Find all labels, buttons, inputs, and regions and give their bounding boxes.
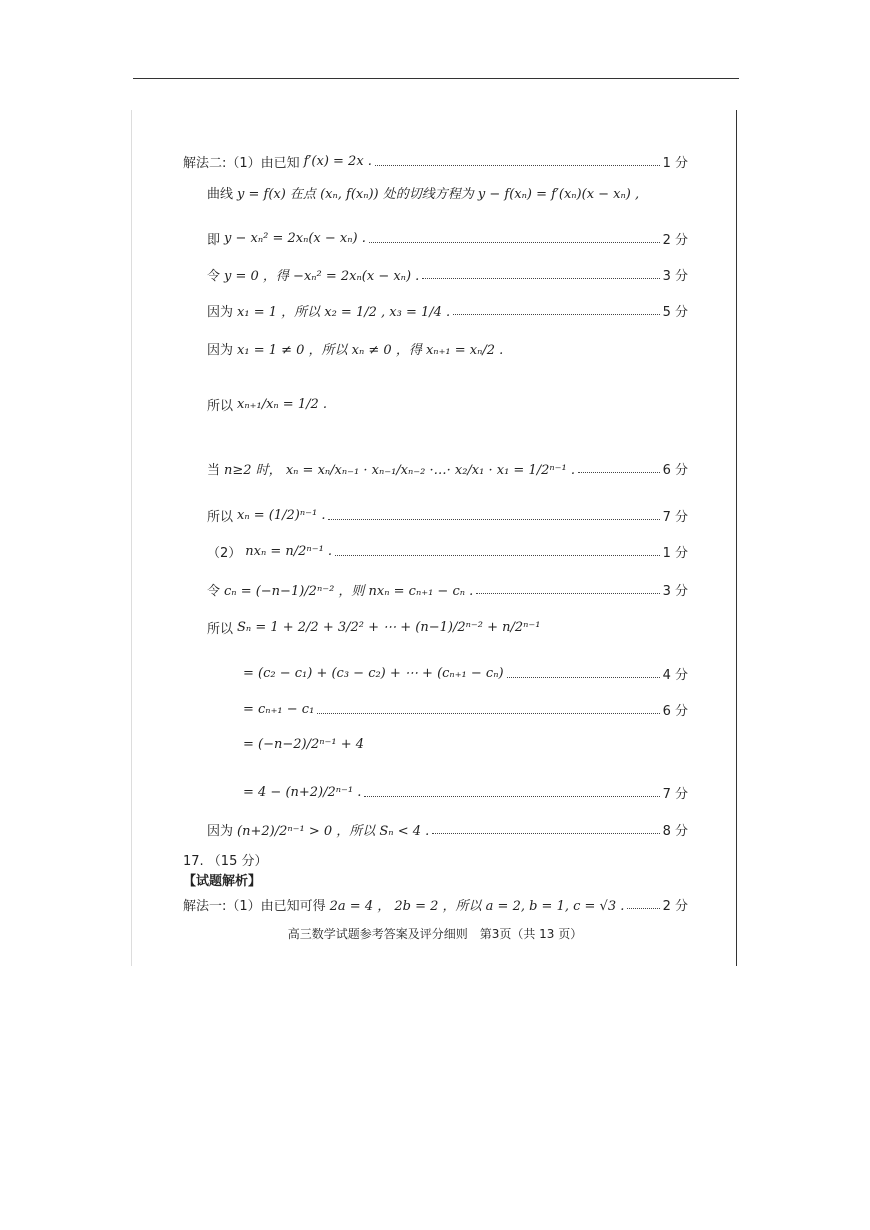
solution-line — [207, 339, 688, 358]
line-label: 因为 — [207, 824, 234, 839]
dot-leader — [317, 713, 659, 714]
dot-leader — [422, 278, 659, 279]
line-label: （2） — [207, 546, 242, 561]
dot-leader — [476, 593, 659, 594]
line-label: 令 — [207, 584, 221, 599]
score: 1 分 — [662, 546, 688, 561]
formula: nxₙ = n/2ⁿ⁻¹ . — [245, 544, 333, 559]
formula: Sₙ = 1 + 2/2 + 3/2² + ⋯ + (n−1)/2ⁿ⁻² + n/2ⁿ⁻¹ — [237, 620, 541, 635]
line-label: 解法一:（1）由已知可得 — [183, 899, 326, 914]
score: 7 分 — [662, 510, 688, 525]
line-label: 所以 — [207, 399, 234, 414]
formula: xₙ = (1/2)ⁿ⁻¹ . — [237, 508, 326, 523]
line-label: 即 — [207, 233, 221, 248]
formula: f′(x) = 2x . — [303, 154, 372, 169]
score: 4 分 — [662, 668, 688, 683]
formula: y = f(x) 在点 (xₙ, f(xₙ)) 处的切线方程为 y − f(xₙ) = f′(xₙ)(x − xₙ) , — [237, 187, 640, 202]
score: 2 分 — [662, 899, 688, 914]
formula: x₁ = 1 ，所以 x₂ = 1/2 , x₃ = 1/4 . — [237, 305, 451, 320]
solution-line — [207, 459, 688, 478]
score: 6 分 — [662, 463, 688, 478]
score: 7 分 — [662, 787, 688, 802]
score: 3 分 — [662, 584, 688, 599]
solution-line — [207, 229, 688, 248]
formula: cₙ = (−n−1)/2ⁿ⁻² ，则 nxₙ = cₙ₊₁ − cₙ . — [224, 584, 474, 599]
question-number: 17. （15 分） — [183, 854, 268, 869]
formula: = 4 − (n+2)/2ⁿ⁻¹ . — [243, 785, 362, 800]
solution-line — [207, 580, 688, 599]
dot-leader — [578, 472, 660, 473]
dot-leader — [507, 677, 660, 678]
left-margin-line — [131, 110, 132, 966]
score: 6 分 — [662, 704, 688, 719]
line-label: 因为 — [207, 305, 234, 320]
page-footer: 高三数学试题参考答案及评分细则 第3页（共 13 页） — [287, 927, 583, 941]
solution-line — [243, 783, 688, 802]
solution-line — [207, 542, 688, 561]
right-margin-line — [736, 110, 737, 966]
score: 1 分 — [662, 156, 688, 171]
solution-line — [207, 183, 688, 202]
line-label: 因为 — [207, 343, 234, 358]
formula: n≥2 时， xₙ = xₙ/xₙ₋₁ · xₙ₋₁/xₙ₋₂ ·…· x₂/x₁ · x₁ = 1/2ⁿ⁻¹ . — [224, 463, 575, 478]
dot-leader — [335, 555, 660, 556]
solution-line — [207, 395, 688, 414]
formula: y − xₙ² = 2xₙ(x − xₙ) . — [224, 231, 366, 246]
dot-leader — [364, 796, 659, 797]
formula: = cₙ₊₁ − c₁ — [243, 702, 315, 717]
solution-line — [183, 895, 688, 914]
line-label: 所以 — [207, 510, 234, 525]
line-label: 所以 — [207, 622, 234, 637]
solution-line — [207, 301, 688, 320]
solution-line — [183, 152, 688, 171]
formula: = (−n−2)/2ⁿ⁻¹ + 4 — [243, 737, 365, 752]
formula: (n+2)/2ⁿ⁻¹ > 0 ，所以 Sₙ < 4 . — [237, 824, 430, 839]
line-label: 曲线 — [207, 187, 234, 202]
dot-leader — [432, 833, 659, 834]
formula: = (c₂ − c₁) + (c₃ − c₂) + ⋯ + (cₙ₊₁ − cₙ) — [243, 666, 504, 681]
score: 3 分 — [662, 269, 688, 284]
dot-leader — [369, 242, 660, 243]
score: 2 分 — [662, 233, 688, 248]
dot-leader — [453, 314, 659, 315]
line-label: 当 — [207, 463, 221, 478]
solution-line — [243, 664, 688, 683]
dot-leader — [328, 519, 659, 520]
formula: x₁ = 1 ≠ 0 ，所以 xₙ ≠ 0 ，得 xₙ₊₁ = xₙ/2 . — [237, 343, 504, 358]
line-label: 解法二:（1）由已知 — [183, 156, 300, 171]
solution-line — [207, 265, 688, 284]
section-heading: 【试题解析】 — [183, 874, 262, 889]
solution-line — [207, 820, 688, 839]
score: 5 分 — [662, 305, 688, 320]
solution-line — [207, 506, 688, 525]
dot-leader — [627, 908, 659, 909]
formula: 2a = 4 ， 2b = 2 ，所以 a = 2, b = 1, c = √3 . — [329, 899, 625, 914]
dot-leader — [375, 165, 660, 166]
top-rule — [133, 78, 739, 79]
solution-line — [243, 737, 688, 752]
formula: y = 0 ，得 −xₙ² = 2xₙ(x − xₙ) . — [224, 269, 420, 284]
score: 8 分 — [662, 824, 688, 839]
formula: xₙ₊₁/xₙ = 1/2 . — [237, 397, 328, 412]
line-label: 令 — [207, 269, 221, 284]
solution-line — [243, 700, 688, 719]
solution-line — [207, 618, 688, 637]
